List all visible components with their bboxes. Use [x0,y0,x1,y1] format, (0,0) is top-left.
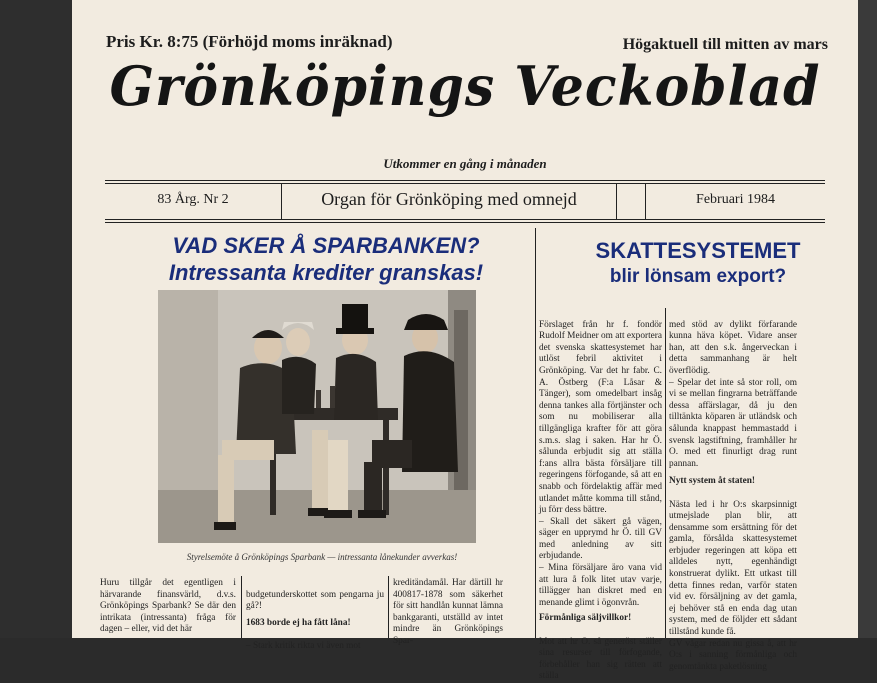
masthead: Grönköpings Veckoblad [109,54,821,119]
skattesystem-column-1-text: Förslaget från hr f. fondör Rudolf Meidner om att exportera det svenska skattesystemet har utlöst febril aktivitet i Grönköping. Var det hr fabr. C. A. Östberg (F:a Låsar & Tänger), som omedelbart insåg denna tankes alla förtjänster och som nu mobiliserar alla tillgängliga krafter för att göra s.m.s. slag i saken. Har hr Ö. sålunda erbjudit sig att ställa f:ans allra bästa försäljare till regeringens förfogande, så att en snabb och fördelaktig affär med utlandet måtte komma till stånd, ju förr dess bättre. – Skall det säkert gå vägen, säger en upprymd hr Ö. till GV med anledning av sitt erbjudande. – Mina försäljare äro vana vid att lura å folk litet utav varje, tillägger han diskret med en menande glimt i ögonvrån. [539,319,662,608]
background-left [0,0,72,638]
column-divider-bottom-2 [388,576,389,638]
sparbank-column-2-text: budgetunderskottet som pengarna ju gå?! [246,589,384,612]
masthead-rule-bottom-2 [105,222,825,223]
sparbank-column-2 [246,578,384,653]
sparbank-headline [116,232,536,286]
sparbank-headline-line2: Intressanta krediter granskas! [168,260,484,285]
topical-label: Högaktuell till mitten av mars [622,36,828,53]
skattesystem-column-2 [669,308,797,673]
sparbank-subheading: 1683 borde ej ha fått låna! [246,617,351,628]
skattesystem-column-2-text: med stöd av dylikt förfarande kunna häva köpet. Vidare anser han, att den s.k. ångerveckan i detta sammanhang är helt överflödig. – Spelar det inte så stor roll, om vi se mellan fingrarna beträffande dessa affärslagar, då ju den tilltänkta köparen är utländsk och sålunda knappast hemmastadd i svensk lagstiftning, framhåller hr O. med ett finurligt drag runt pannan. [669,319,797,469]
skattesystem-headline-line2: blir lönsam export? [609,266,787,287]
column-divider-right [665,308,666,638]
price-label: Pris Kr. 8:75 (Förhöjd moms inräknad) [106,32,393,51]
photo-caption: Styrelsemöte å Grönköpings Sparbank — intressanta lånekunder avverkas! [186,552,458,562]
issue-date: Februari 1984 [696,192,775,207]
infobar-divider-mid [616,183,617,220]
photo-illustration [158,290,476,543]
masthead-rule-top-2 [105,183,825,184]
masthead-rule-top [105,180,825,181]
column-divider-bottom-1 [241,576,242,638]
sparbank-headline-line1: VAD SKER Å SPARBANKEN? [172,233,480,258]
background-right [858,0,877,638]
skattesystem-subheading-2: Nytt system åt staten! [669,476,755,487]
sparbank-column-1: Huru tillgår det egentligen i härvarande finansvärld, d.v.s. Grönköpings Sparbank? Se där den intrikata (intressanta) fråga för dagen – eller, vid det här [100,578,236,635]
newspaper-page [72,0,858,682]
board-meeting-photo [158,290,476,543]
skattesystem-headline-line1: SKATTESYSTEMET [595,238,801,263]
skattesystem-column-1 [539,308,662,683]
organ-tagline: Organ för Grönköping med omnejd [321,189,577,209]
section-divider [535,228,536,638]
skattesystem-headline [548,238,848,290]
masthead-rule-bottom [105,219,825,220]
volume-number: 83 Årg. Nr 2 [157,192,229,207]
skattesystem-column-1-tail: Mot att hr O. så generöst ställer sina resurser till förfogande, förbehåller han sig rätten att ställa [539,636,662,682]
skattesystem-column-2-tail: Nästa led i hr O:s skarpsinnigt utmejslade plan blir, att densamme som ersättning för det gamla, försålda skattesystemet erbjuder regeringen att köpa ett alldeles nytt, egenhändigt konstruerat dylikt. Ett utkast till detta finnes redan, varför staten vid ev. försäljning av det gamla, ej behöver stå en enda dag utan system, med de följder ett sådant tillstånd kunde få. GV vågar redan nu gissa å, att hr O:s i sanning förmånliga och genomtänkta paketlösning [669,499,797,672]
skattesystem-subheading-1: Förmånliga säljvillkor! [539,613,632,624]
frequency-line: Utkommer en gång i månaden [383,156,547,171]
sparbank-column-2-tail: – Stark kritik rikta vi även mot [246,640,361,651]
sparbank-column-3: kreditändamål. Har därtill hr 400817-1878 som säkerhet för sitt handlån kunnat lämna bankgaranti, utställd av intet mindre än Grönköpings Spar- [393,578,503,646]
